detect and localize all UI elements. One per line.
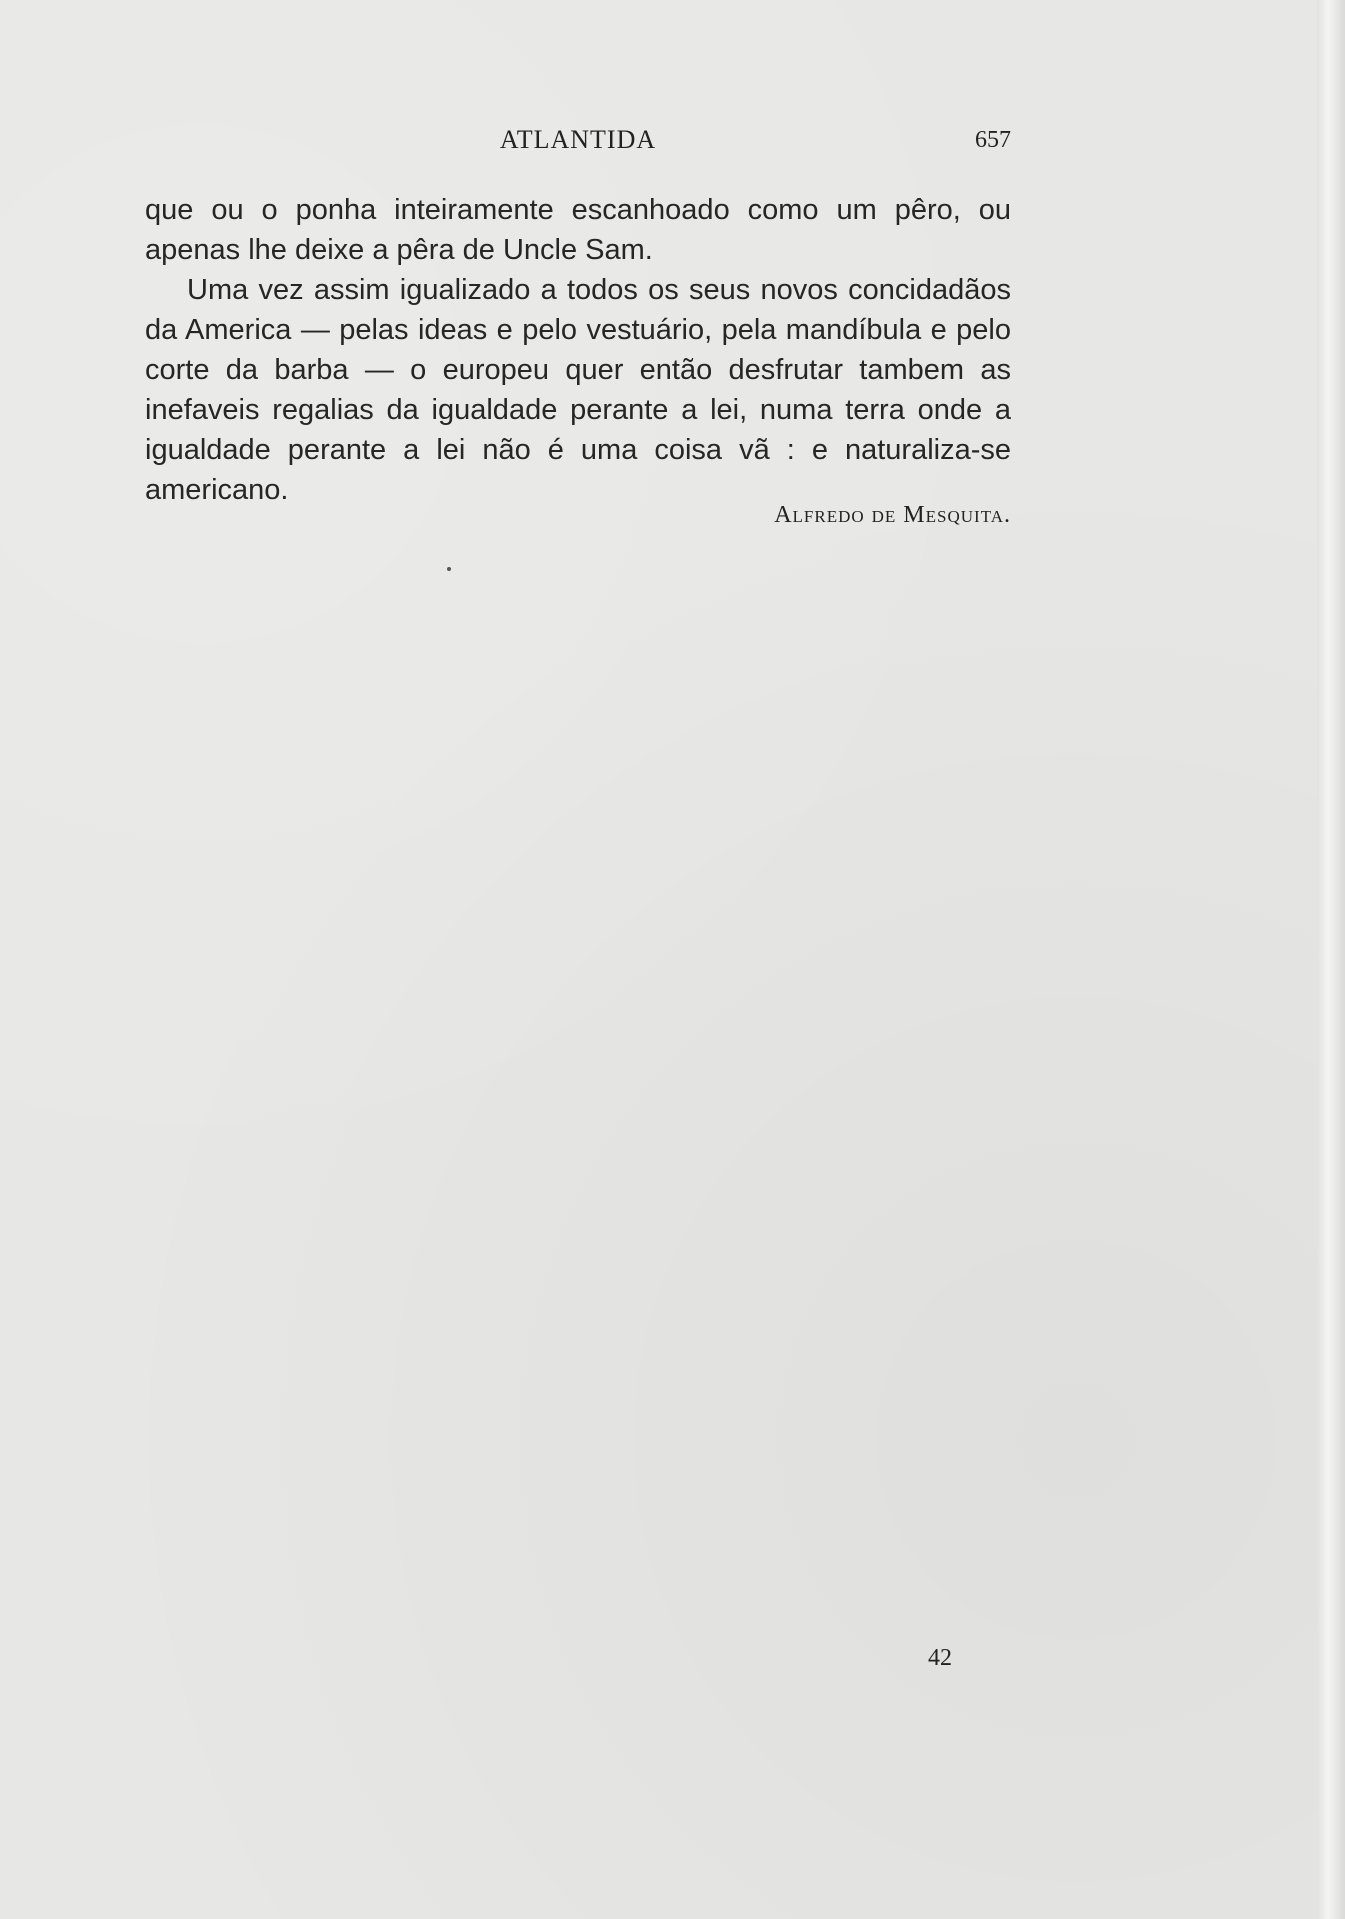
paragraph: Uma vez assim igualizado a todos os seus novos concidadãos da America — pelas ideas e pelo vestuário, pela mandíbula e pelo corte da barba — o europeu quer então desfrutar tambem as inefaveis regalias da igualdade perante a lei, numa terra onde a igualdade perante a lei não é uma coisa vã : e naturaliza-se americano. — [145, 274, 1011, 506]
page-number: 657 — [975, 127, 1011, 153]
signature-mark: 42 — [928, 1645, 952, 1671]
author-signature: Alfredo de Mesquita. — [774, 502, 1011, 528]
article-body — [145, 190, 1011, 510]
page-edge — [1317, 0, 1345, 1919]
ink-speck — [447, 567, 451, 571]
paragraph-continuation: que ou o ponha inteiramente escanhoado como um pêro, ou apenas lhe deixe a pêra de Uncle Sam. — [145, 194, 1011, 266]
running-title: ATLANTIDA — [499, 125, 657, 154]
running-head — [145, 125, 1011, 161]
